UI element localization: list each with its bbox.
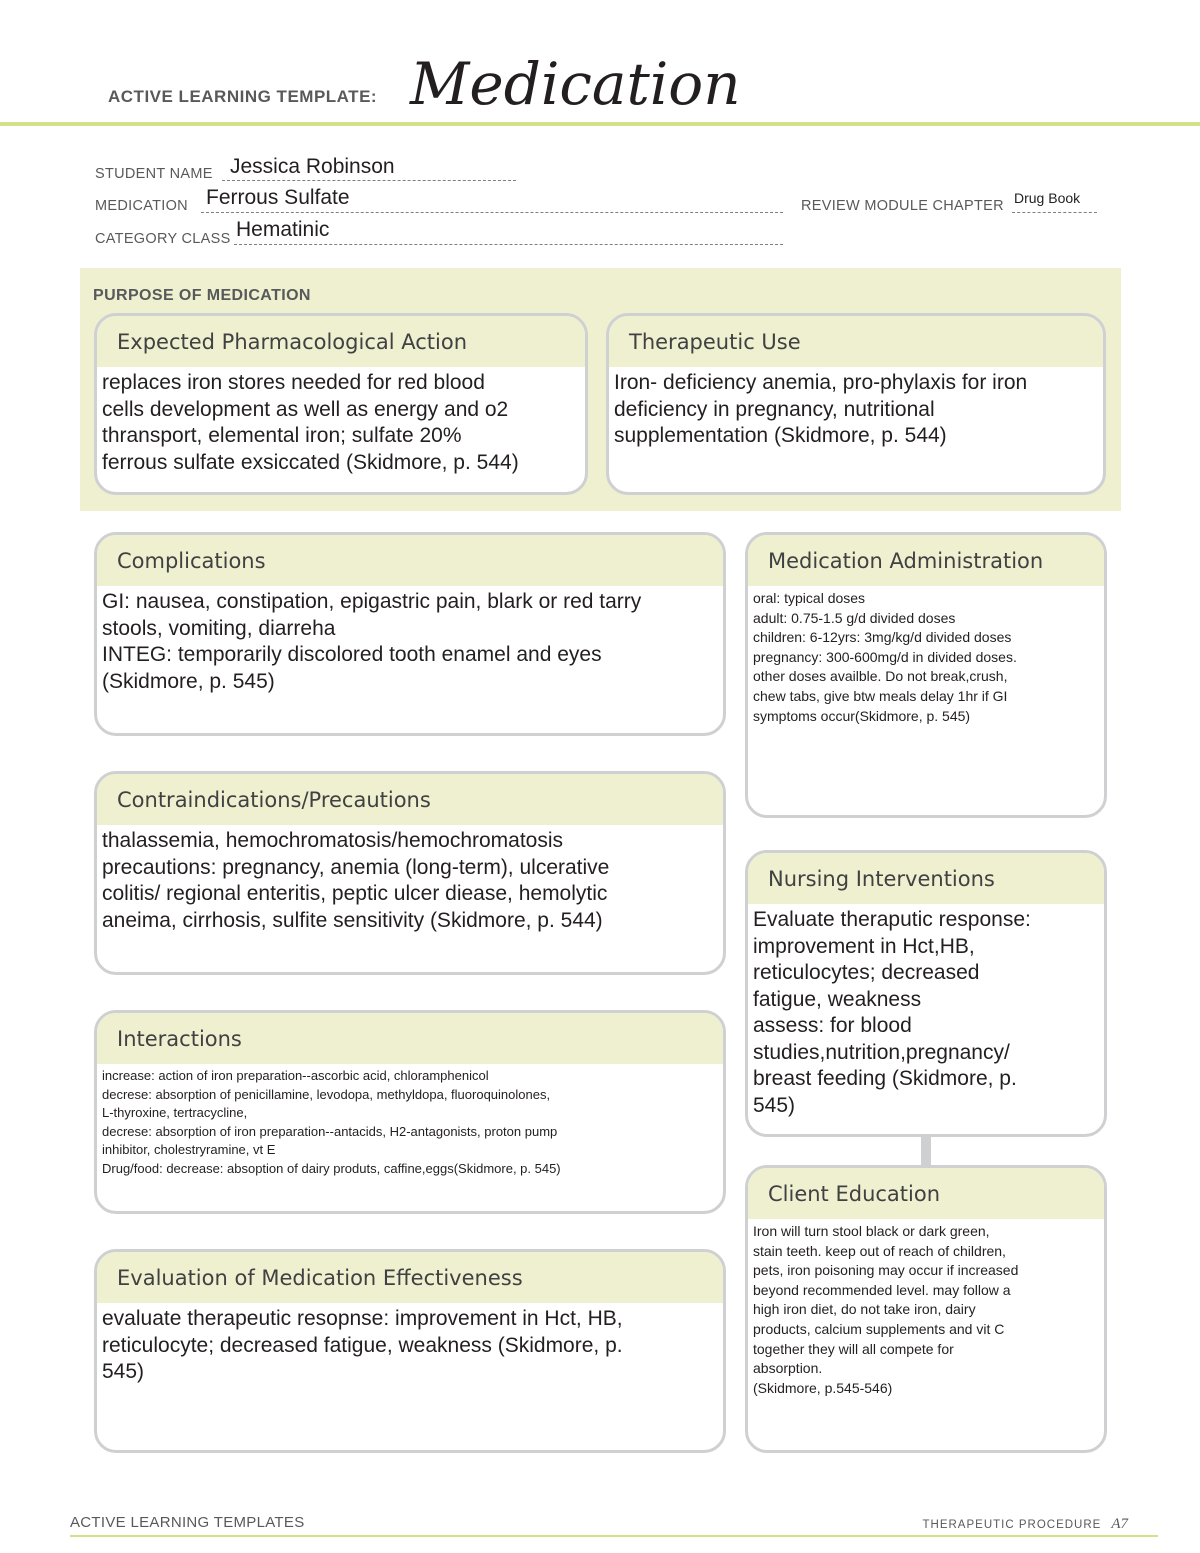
expected-action-heading: Expected Pharmacological Action: [97, 316, 585, 367]
expected-action-text[interactable]: replaces iron stores needed for red blood cells development as well as energy and o2 thransport, elemental iron; sulfate 20% ferrous sulfate exsiccated (Skidmore, p. 544): [102, 371, 519, 474]
medication-line: [201, 212, 783, 213]
client-education-text[interactable]: Iron will turn stool black or dark green, stain teeth. keep out of reach of children, pets, iron poisoning may occur if increased beyond recommended level. may follow a high iron diet, do not take iron, dairy products, calcium supplements and vit C together they will all compete for absorption. (Skidmore, p.545-546): [753, 1223, 1019, 1396]
category-class-label: CATEGORY CLASS: [95, 231, 231, 247]
review-module-value[interactable]: Drug Book: [1014, 190, 1081, 206]
interactions-box: [94, 1010, 726, 1214]
complications-heading: Complications: [97, 535, 723, 586]
contraindications-box: [94, 771, 726, 975]
purpose-title: PURPOSE OF MEDICATION: [93, 287, 311, 304]
expected-action-box: [94, 313, 588, 495]
evaluation-box: [94, 1249, 726, 1453]
administration-heading: Medication Administration: [748, 535, 1104, 586]
interactions-heading: Interactions: [97, 1013, 723, 1064]
medication-value[interactable]: Ferrous Sulfate: [206, 186, 350, 209]
contraindications-heading: Contraindications/Precautions: [97, 774, 723, 825]
complications-box: [94, 532, 726, 736]
interactions-text[interactable]: increase: action of iron preparation--ascorbic acid, chloramphenicol decrese: absorption of penicillamine, levodopa, methyldopa, fluoroquinolones, L-thyroxine, tertracycline, decrese: absorption of iron preparation--antacids, H2-antagonists, proton pump inhibitor, cholestryramine, vt E Drug/food: decrease: absoption of dairy produts, caffine,eggs(Skidmore, p. 545): [102, 1068, 561, 1176]
review-module-label: REVIEW MODULE CHAPTER: [801, 198, 1004, 214]
nursing-heading: Nursing Interventions: [748, 853, 1104, 904]
medication-label: MEDICATION: [95, 198, 188, 214]
category-class-value[interactable]: Hematinic: [236, 218, 330, 241]
box-connector: [921, 1136, 931, 1165]
student-name-value[interactable]: Jessica Robinson: [230, 155, 395, 178]
client-education-box: [745, 1165, 1107, 1453]
header-rule: [0, 122, 1200, 126]
page-title: Medication: [410, 50, 741, 118]
template-label: ACTIVE LEARNING TEMPLATE:: [108, 87, 378, 106]
nursing-box: [745, 850, 1107, 1137]
therapeutic-use-box: [606, 313, 1106, 495]
complications-text[interactable]: GI: nausea, constipation, epigastric pain, blark or red tarry stools, vomiting, diarreha INTEG: temporarily discolored tooth enamel and eyes (Skidmore, p. 545): [102, 590, 642, 693]
page-number: A7: [1111, 1516, 1128, 1532]
client-education-heading: Client Education: [748, 1168, 1104, 1219]
therapeutic-use-heading: Therapeutic Use: [609, 316, 1103, 367]
footer-rule: [70, 1535, 1158, 1537]
review-module-line: [1012, 212, 1097, 213]
therapeutic-use-text[interactable]: Iron- deficiency anemia, pro-phylaxis for iron deficiency in pregnancy, nutritional supplementation (Skidmore, p. 544): [614, 371, 1028, 447]
administration-box: [745, 532, 1107, 818]
category-class-line: [234, 244, 783, 245]
footer-right: [923, 1516, 1129, 1533]
nursing-text[interactable]: Evaluate theraputic response: improvement in Hct,HB, reticulocytes; decreased fatigue, weakness assess: for blood studies,nutrition,pregnancy/ breast feeding (Skidmore, p. 545): [753, 908, 1031, 1117]
footer-section: THERAPEUTIC PROCEDURE: [922, 1519, 1102, 1531]
evaluation-heading: Evaluation of Medication Effectiveness: [97, 1252, 723, 1303]
administration-text[interactable]: oral: typical doses adult: 0.75-1.5 g/d divided doses children: 6-12yrs: 3mg/kg/d divided doses pregnancy: 300-600mg/d in divided doses. other doses availble. Do not break,crush, chew tabs, give btw meals delay 1hr if GI symptoms occur(Skidmore, p. 545): [753, 590, 1017, 724]
footer-left: ACTIVE LEARNING TEMPLATES: [70, 1514, 305, 1531]
contraindications-text[interactable]: thalassemia, hemochromatosis/hemochromatosis precautions: pregnancy, anemia (long-term), ulcerative colitis/ regional enteritis, peptic ulcer diease, hemolytic aneima, cirrhosis, sulfite sensitivity (Skidmore, p. 544): [102, 829, 610, 932]
evaluation-text[interactable]: evaluate therapeutic resopnse: improvement in Hct, HB, reticulocyte; decreased fatigue, weakness (Skidmore, p. 545): [102, 1307, 623, 1383]
student-name-label: STUDENT NAME: [95, 166, 213, 182]
student-name-line: [222, 180, 516, 181]
